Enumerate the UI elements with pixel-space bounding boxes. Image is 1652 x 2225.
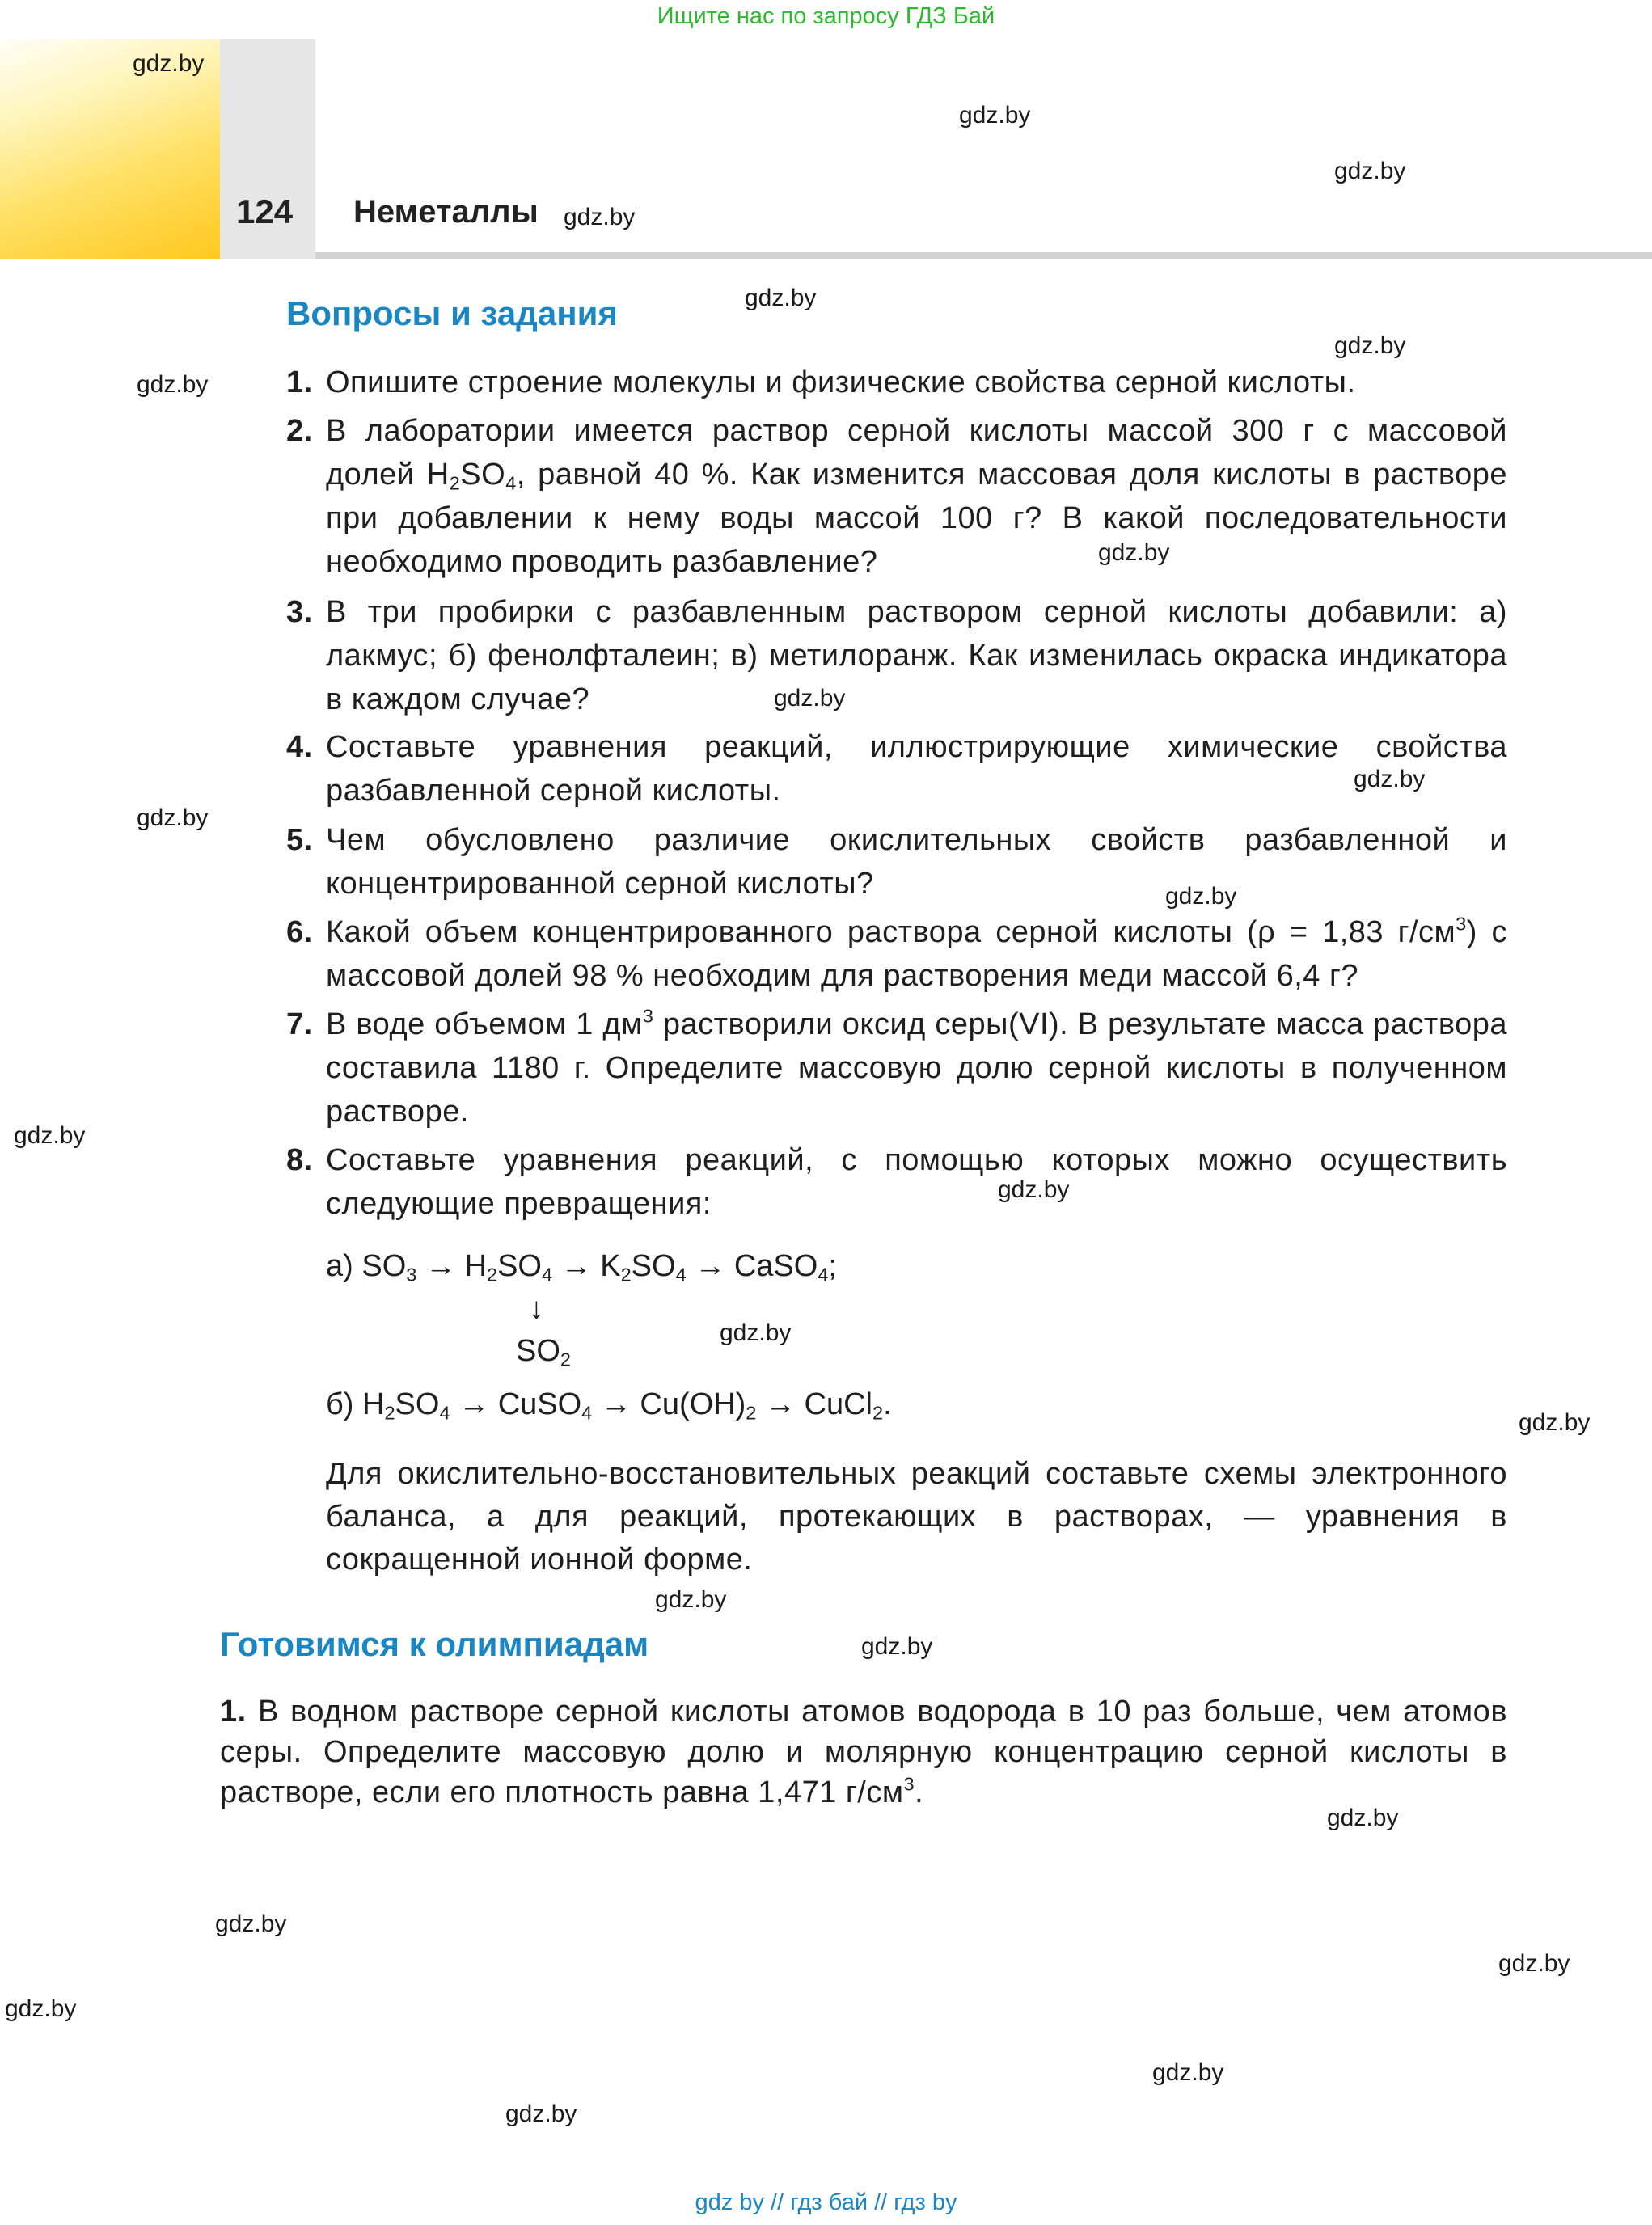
question-7: 7. В воде объемом 1 $дм^3$ растворили оксид серы(VI). В результате масса раствора составила 1180 г. Определите массовую долю серной кислоты в полученном растворе.: [286, 1005, 1507, 1129]
footer-links[interactable]: gdz by // гдз бай // гдз by: [695, 2189, 957, 2215]
watermark: gdz.by: [720, 1319, 792, 1346]
watermark: gdz.by: [133, 50, 205, 77]
watermark: gdz.by: [998, 1176, 1070, 1203]
watermark: gdz.by: [1334, 158, 1406, 184]
watermark: gdz.by: [1152, 2059, 1224, 2086]
watermark: gdz.by: [5, 1995, 77, 2022]
watermark: gdz.by: [959, 102, 1031, 129]
watermark: gdz.by: [774, 685, 846, 711]
reaction-chain-b: б) $H_2SO_4$ → CuSO$_4$ → $Cu(OH)_2$ → CuCl$_2$.: [326, 1387, 892, 1424]
top-banner[interactable]: Ищите нас по запросу ГДЗ Бай: [657, 3, 995, 29]
question-5: 5. Чем обусловлено различие окислительных свойств разбавленной и концентрированной серной кислоты?: [286, 823, 1507, 901]
page-number: 124: [236, 192, 294, 230]
watermark: gdz.by: [1354, 766, 1426, 792]
watermark: gdz.by: [1334, 332, 1406, 359]
redox-note: Для окислительно-восстановительных реакций составьте схемы электронного баланса, а для реакций, протекающих в растворах, — уравнения в сокращенной ионной форме.: [326, 1457, 1507, 1577]
watermark: gdz.by: [1327, 1805, 1399, 1831]
olympiad-task-1: 1. В водном растворе серной кислоты атомов водорода в 10 раз больше, чем атомов серы. Определите массовую долю и молярную концентрацию серной кислоты в растворе, если его плотность равна 1,471 $г/см^3$.: [220, 1695, 1508, 1809]
watermark: gdz.by: [215, 1910, 287, 1937]
watermark: gdz.by: [745, 285, 817, 311]
question-2: 2. В лаборатории имеется раствор серной кислоты массой 300 г с массовой долей $H_2SO_4$, равной 40 %. Как изменится массовая доля кислоты в растворе при добавлении к нему воды массой 100 г? В какой последовательности необходимо проводить разбавление?: [286, 414, 1507, 579]
watermark: gdz.by: [1519, 1409, 1591, 1436]
watermark: gdz.by: [137, 804, 209, 831]
question-8: 8. Составьте уравнения реакций, с помощью которых можно осуществить следующие превращения:: [286, 1143, 1507, 1221]
watermark: gdz.by: [1098, 539, 1170, 566]
watermark: gdz.by: [1165, 883, 1237, 910]
watermark: gdz.by: [861, 1633, 933, 1660]
watermark: gdz.by: [655, 1586, 727, 1613]
branch-product: $SO_2$: [516, 1334, 572, 1370]
olympiad-title: Готовимся к олимпиадам: [220, 1625, 649, 1663]
watermark: gdz.by: [505, 2100, 577, 2127]
chapter-title: Неметаллы: [353, 194, 539, 230]
down-arrow: ↓: [529, 1292, 544, 1326]
reaction-chain-a: а) $SO_3 \to H_2SO_4 \to K_2SO_4$ → CaSO$_4$;: [326, 1249, 837, 1286]
question-3: 3. В три пробирки с разбавленным раствором серной кислоты добавили: а) лакмус; б) фенолфталеин; в) метилоранж. Как изменилась окраска индикатора в каждом случае?: [286, 595, 1507, 716]
watermark: gdz.by: [14, 1122, 86, 1149]
watermark: gdz.by: [1498, 1950, 1570, 1977]
question-1: 1. Опишите строение молекулы и физические свойства серной кислоты.: [286, 365, 1356, 399]
question-4: 4. Составьте уравнения реакций, иллюстрирующие химические свойства разбавленной серной кислоты.: [286, 730, 1507, 808]
header-rule: [315, 252, 1652, 259]
watermark: gdz.by: [564, 204, 636, 230]
watermark: gdz.by: [137, 371, 209, 398]
section-title: Вопросы и задания: [286, 294, 618, 332]
question-6: 6. Какой объем концентрированного раствора серной кислоты (ρ = 1,83 $г/см^3$) с массовой долей 98 % необходим для растворения меди массой 6,4 г?: [286, 913, 1507, 993]
